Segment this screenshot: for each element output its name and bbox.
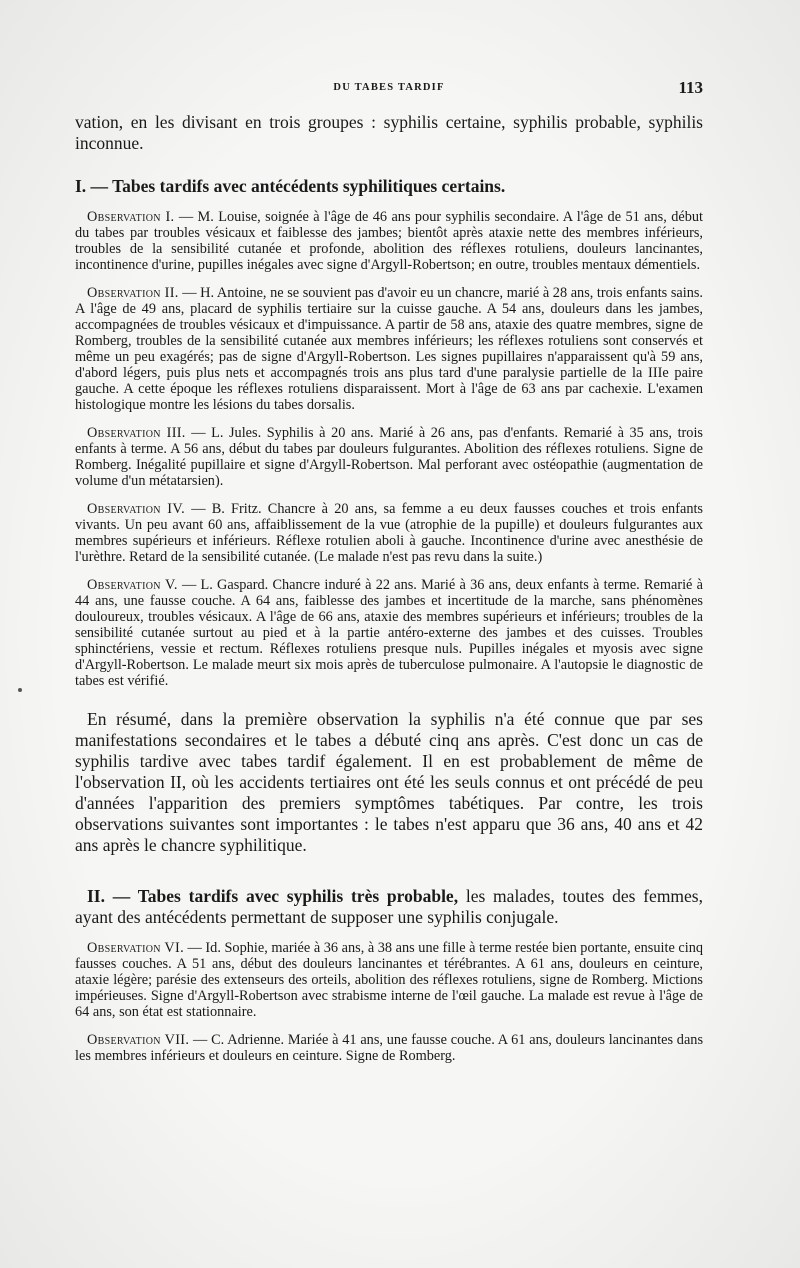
- observation-1: [75, 209, 703, 273]
- observation-label: Observation IV.: [87, 501, 185, 517]
- observation-label: Observation VII.: [87, 1032, 190, 1048]
- observation-3: [75, 425, 703, 489]
- observation-label: Observation VI.: [87, 940, 184, 956]
- observation-2: [75, 285, 703, 413]
- section-heading-2-lead: II. — Tabes tardifs avec syphilis très probable,: [87, 886, 459, 906]
- observation-label: Observation I.: [87, 209, 175, 225]
- observation-text: — L. Gaspard. Chancre induré à 22 ans. Marié à 36 ans, deux enfants à terme. Remarié à 44 ans, une fausse couche. A 64 ans, faiblesse des jambes et incertitude de la marche, sans phénomènes douloureux, troubles vésicaux. A l'âge de 66 ans, ataxie des membres supérieurs et inférieurs; troubles de la sensibilité cutanée surtout au pied et à la partie antéro-externe des jambes et des cuisses. Troubles sphinctériens, vessie et rectum. Réflexes rotuliens presque nuls. Pupilles inégales et myosis avec signe d'Argyll-Robertson. Le malade meurt six mois après de tuberculose pulmonaire. A l'autopsie le diagnostic de tabes est vérifié.: [75, 577, 703, 689]
- observation-6: [75, 940, 703, 1020]
- observation-label: Observation II.: [87, 285, 179, 301]
- observation-5: [75, 577, 703, 689]
- observation-text: — M. Louise, soignée à l'âge de 46 ans pour syphilis secondaire. A l'âge de 51 ans, début du tabes par troubles vésicaux et faiblesse des jambes; bientôt après ataxie nette des membres inférieurs, troubles de la sensibilité cutanée et profonde, abolition des réflexes rotuliens, douleurs lancinantes, incontinence d'urine, pupilles inégales avec signe d'Argyll-Robertson; en outre, troubles mentaux démentiels.: [75, 209, 703, 273]
- observation-7: [75, 1032, 703, 1064]
- page-body: [75, 112, 703, 1064]
- running-title: DU TABES TARDIF: [333, 82, 445, 93]
- summary-paragraph: En résumé, dans la première observation la syphilis n'a été connue que par ses manifestations secondaires et le tabes a débuté cinq ans après. C'est donc un cas de syphilis tardive avec tabes tardif également. Il en est probablement de même de l'observation II, où les accidents tertiaires ont été les seuls connus et ont précédé de peu d'années l'apparition des premiers symptômes tabétiques. Par contre, les trois observations suivantes sont importantes : le tabes n'est apparu que 36 ans, 40 ans et 42 ans après le chancre syphilitique.: [75, 709, 703, 855]
- section-heading-2: [75, 886, 703, 928]
- section-heading-2-rest: les malades, toutes des femmes, ayant des antécédents permettant de supposer une syphilis conjugale.: [75, 886, 703, 927]
- page-header: [75, 78, 703, 104]
- page-number: 113: [678, 78, 703, 97]
- observation-4: [75, 501, 703, 565]
- observation-text: — B. Fritz. Chancre à 20 ans, sa femme a eu deux fausses couches et trois enfants vivants. Un peu avant 60 ans, affaiblissement de la vue (atrophie de la pupille) et douleurs fulgurantes aux membres supérieurs et inférieurs. Réflexe rotulien aboli à gauche. Incontinence d'urine avec anesthésie de l'urèthre. Retard de la sensibilité cutanée. (Le malade n'est pas revu dans la suite.): [75, 501, 703, 565]
- observation-label: Observation III.: [87, 425, 186, 441]
- observation-text: — L. Jules. Syphilis à 20 ans. Marié à 26 ans, pas d'enfants. Remarié à 35 ans, trois enfants à terme. A 56 ans, début du tabes par douleurs fulgurantes. Abolition des réflexes rotuliens. Signe de Romberg. Inégalité pupillaire et signe d'Argyll-Robertson. Mal perforant avec ostéopathie (augmentation de volume d'un métatarsien).: [75, 425, 703, 489]
- observation-text: — C. Adrienne. Mariée à 41 ans, une fausse couche. A 61 ans, douleurs lancinantes dans les membres inférieurs et douleurs en ceinture. Signe de Romberg.: [75, 1032, 704, 1064]
- observation-label: Observation V.: [87, 577, 178, 593]
- margin-speck: [18, 688, 22, 692]
- intro-paragraph: vation, en les divisant en trois groupes : syphilis certaine, syphilis probable, syphilis inconnue.: [75, 112, 703, 153]
- observation-text: — H. Antoine, ne se souvient pas d'avoir eu un chancre, marié à 28 ans, trois enfants sains. A l'âge de 49 ans, placard de syphilis tertiaire sur la cuisse gauche. A 54 ans, douleurs dans les jambes, accompagnées de troubles vésicaux et d'impuissance. A partir de 58 ans, ataxie des quatre membres, signe de Romberg, troubles de la sensibilité cutanée aux membres inférieurs; les réflexes rotuliens sont conservés et même un peu exagérés; pas de signe d'Argyll-Robertson. Les signes pupillaires n'apparaissent qu'à 59 ans, d'abord légers, puis plus nets et accompagnés trois ans plus tard d'une paralysie partielle de la IIIe paire gauche. A cette époque les réflexes rotuliens disparaissent. Mort à l'âge de 63 ans par cachexie. L'examen histologique montre les lésions du tabes dorsalis.: [75, 285, 703, 413]
- section-heading-1: I. — Tabes tardifs avec antécédents syphilitiques certains.: [75, 176, 506, 196]
- observation-text: — Id. Sophie, mariée à 36 ans, à 38 ans une fille à terme restée bien portante, ensuite cinq fausses couches. A 51 ans, début des douleurs lancinantes et térébrantes. A 61 ans, douleurs en ceinture, ataxie légère; parésie des extenseurs des orteils, abolition des réflexes rotuliens, signe de Romberg. Mictions impérieuses. Signe d'Argyll-Robertson avec strabisme interne de l'œil gauche. La malade est revue à l'âge de 64 ans, son état est stationnaire.: [75, 940, 703, 1020]
